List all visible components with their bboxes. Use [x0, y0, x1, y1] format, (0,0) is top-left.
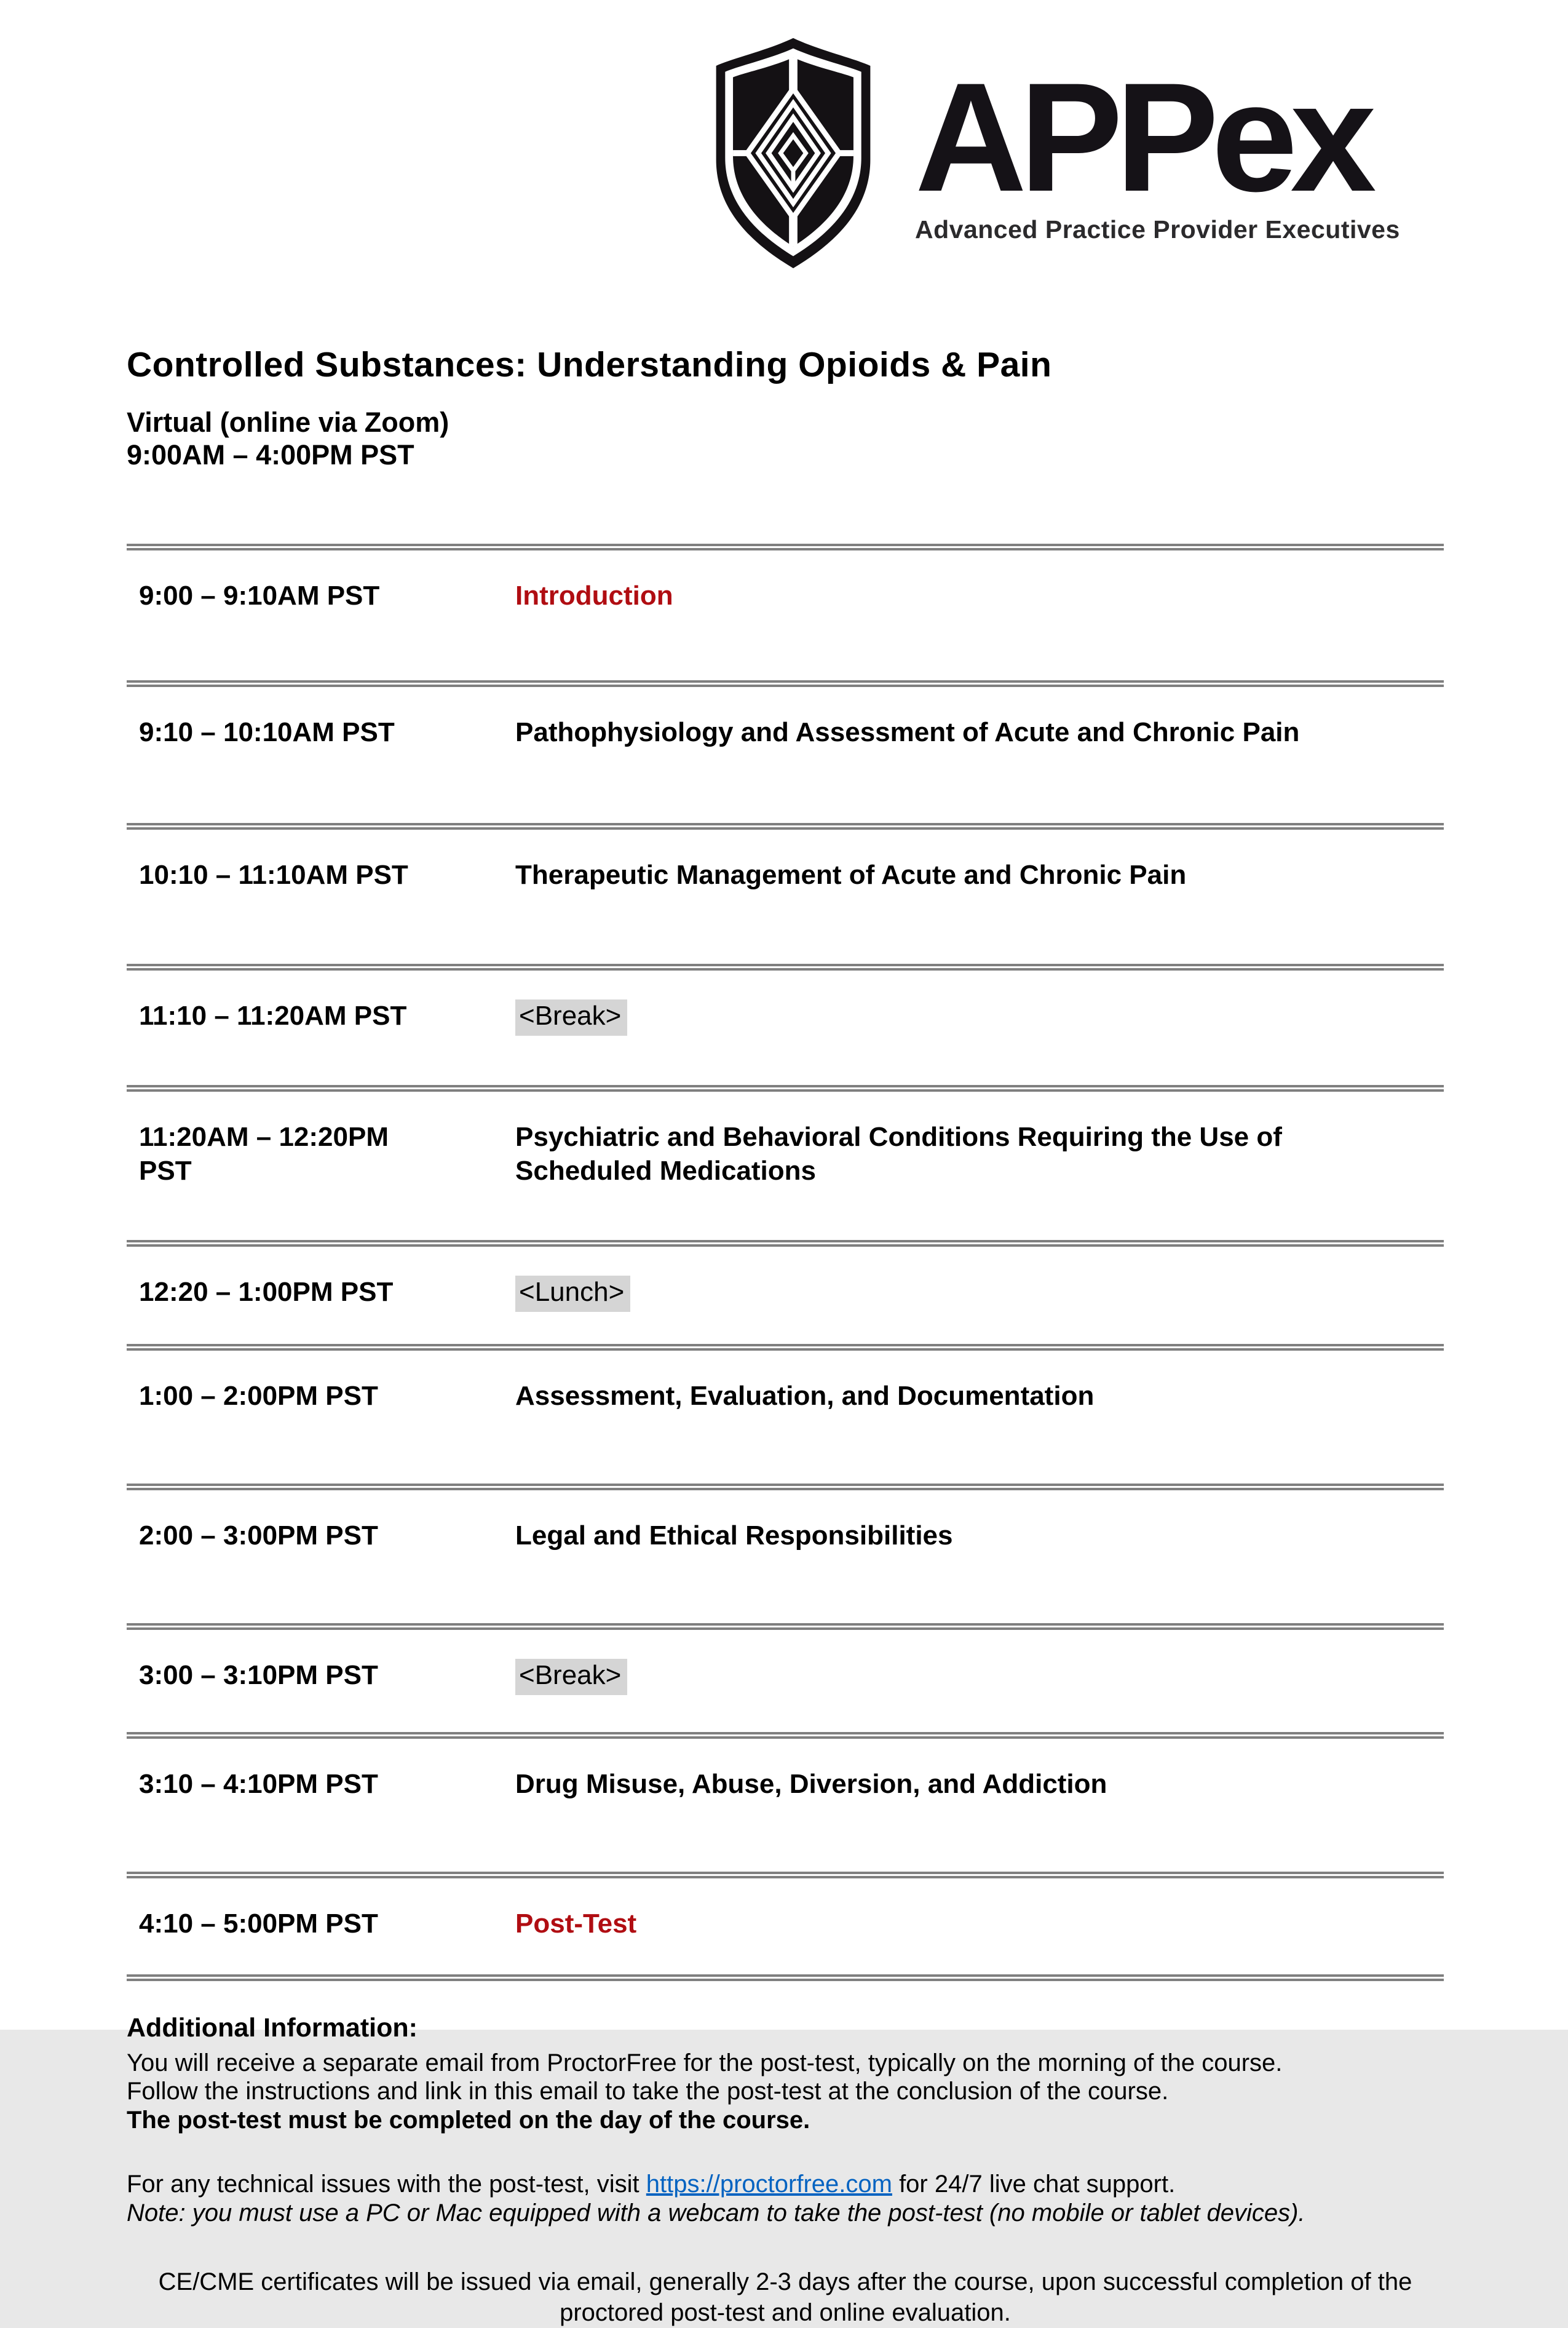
row-topic-break: <Break>	[515, 1659, 627, 1695]
schedule-row	[127, 1348, 1444, 1487]
appex-logo-text	[915, 36, 1400, 244]
info-line-proctorfree-email: You will receive a separate email from ProctorFree for the post-test, typically on the morning of the course.	[127, 2049, 1283, 2077]
schedule-row	[127, 1736, 1444, 1875]
row-topic-break: <Break>	[515, 999, 627, 1036]
schedule-row	[127, 547, 1444, 684]
info-line-posttest-deadline: The post-test must be completed on the day of the course.	[127, 2106, 810, 2134]
row-topic: Psychiatric and Behavioral Conditions Requiring the Use of Scheduled Medications	[515, 1122, 1282, 1186]
info-note-webcam: Note: you must use a PC or Mac equipped with a webcam to take the post-test (no mobile or tablet devices).	[127, 2199, 1305, 2227]
appex-logo	[701, 36, 1400, 271]
schedule-row	[127, 1244, 1444, 1348]
row-topic: Therapeutic Management of Acute and Chronic Pain	[515, 860, 1187, 891]
row-topic-lunch: <Lunch>	[515, 1276, 630, 1312]
info-line-follow-instructions: Follow the instructions and link in this email to take the post-test at the conclusion of the course.	[127, 2078, 1169, 2105]
row-topic: Assessment, Evaluation, and Documentation	[515, 1381, 1095, 1412]
row-time: 11:20AM – 12:20PM PST	[127, 1089, 505, 1244]
additional-information-section	[127, 2013, 1444, 2328]
row-time: 4:10 – 5:00PM PST	[127, 1875, 505, 1978]
row-topic: Post-Test	[515, 1909, 637, 1939]
schedule-row	[127, 684, 1444, 827]
row-time: 1:00 – 2:00PM PST	[127, 1348, 505, 1487]
additional-information-heading: Additional Information:	[127, 2013, 418, 2043]
schedule-row	[127, 1089, 1444, 1244]
schedule-row	[127, 1627, 1444, 1736]
proctorfree-link[interactable]: https://proctorfree.com	[646, 2171, 892, 2198]
row-time: 3:00 – 3:10PM PST	[127, 1627, 505, 1736]
course-time-range: 9:00AM – 4:00PM PST	[127, 439, 414, 471]
row-topic: Pathophysiology and Assessment of Acute and Chronic Pain	[515, 717, 1300, 748]
info-line-technical-support	[127, 2170, 1444, 2198]
info-certificates: CE/CME certificates will be issued via email, generally 2-3 days after the course, upon successful completion of the proctored post-test and online evaluation.	[158, 2268, 1412, 2327]
row-time: 11:10 – 11:20AM PST	[127, 967, 505, 1089]
schedule-row	[127, 1487, 1444, 1627]
row-time: 12:20 – 1:00PM PST	[127, 1244, 505, 1348]
course-title: Controlled Substances: Understanding Opioids & Pain	[127, 345, 1052, 384]
row-time: 9:10 – 10:10AM PST	[127, 684, 505, 827]
schedule-row	[127, 967, 1444, 1089]
course-subtitle	[127, 406, 1444, 471]
row-time: 9:00 – 9:10AM PST	[127, 547, 505, 684]
schedule-table	[127, 544, 1444, 1981]
row-time: 3:10 – 4:10PM PST	[127, 1736, 505, 1875]
schedule-row	[127, 827, 1444, 967]
tech-support-prefix: For any technical issues with the post-test, visit	[127, 2171, 646, 2198]
appex-wordmark: APPex	[915, 51, 1369, 224]
row-time: 2:00 – 3:00PM PST	[127, 1487, 505, 1627]
course-location: Virtual (online via Zoom)	[127, 407, 449, 438]
row-time: 10:10 – 11:10AM PST	[127, 827, 505, 967]
row-topic: Introduction	[515, 581, 673, 611]
schedule-row	[127, 1875, 1444, 1978]
appex-shield-icon	[701, 36, 885, 271]
row-topic: Legal and Ethical Responsibilities	[515, 1520, 953, 1551]
row-topic: Drug Misuse, Abuse, Diversion, and Addiction	[515, 1769, 1107, 1800]
tech-support-suffix: for 24/7 live chat support.	[892, 2171, 1176, 2198]
appex-tagline: Advanced Practice Provider Executives	[915, 215, 1400, 244]
